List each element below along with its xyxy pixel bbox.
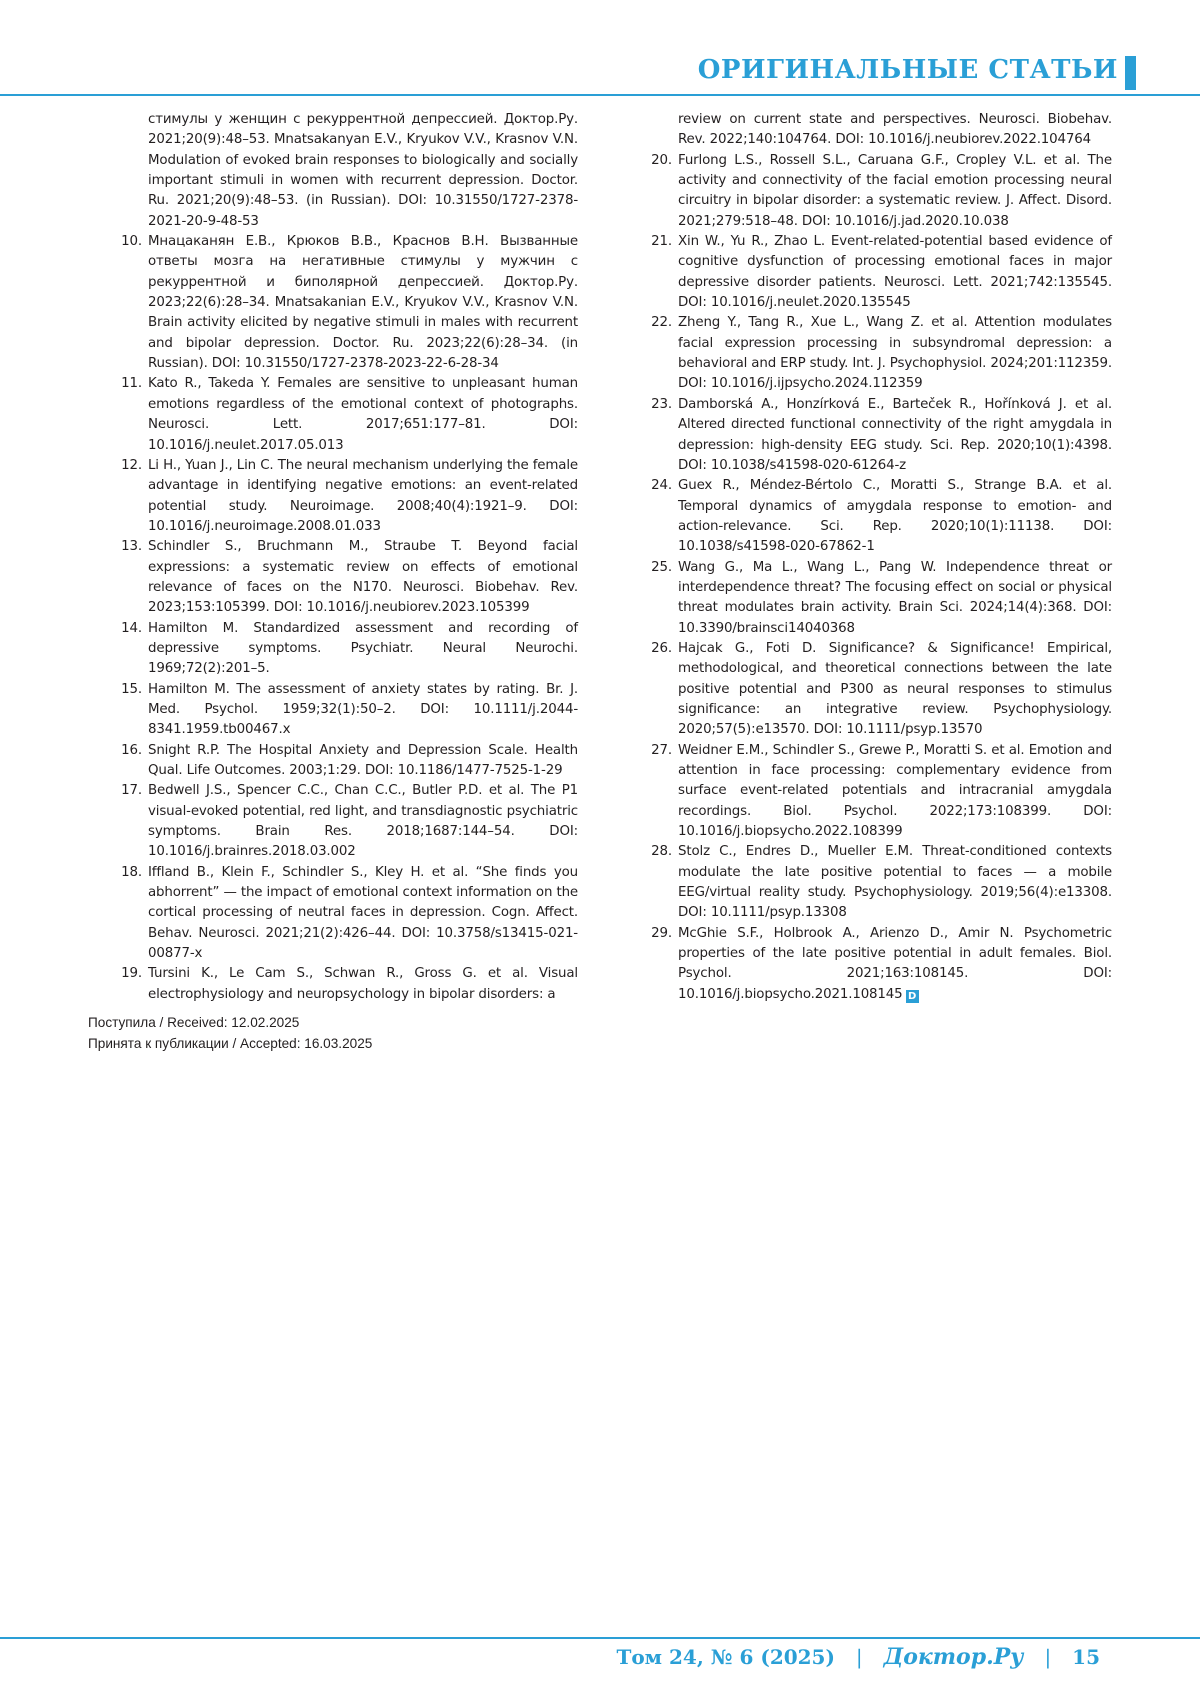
reference-item (638, 924, 1112, 1005)
reference-item (108, 232, 578, 374)
section-title: ОРИГИНАЛЬНЫЕ СТАТЬИ (698, 55, 1118, 85)
reference-number: 11. (108, 374, 142, 394)
reference-number: 27. (638, 741, 672, 761)
reference-text: Hamilton M. Standardized assessment and recording of depressive symptoms. Psychiatr. Neural Neurochi. 1969;72(2):201–5. (148, 621, 578, 677)
reference-item (108, 110, 578, 232)
received-date: Поступила / Received: 12.02.2025 (88, 1012, 372, 1033)
reference-text: Bedwell J.S., Spencer C.C., Chan C.C., Butler P.D. et al. The P1 visual-evoked potential, red light, and transdiagnostic psychiatric symptoms. Brain Res. 2018;1687:144–54. DOI: 10.1016/j.brainres.2018.03.002 (148, 783, 578, 859)
reference-item (638, 558, 1112, 639)
reference-text: Kato R., Takeda Y. Females are sensitive to unpleasant human emotions regardless of the emotional context of photographs. Neurosci. Lett. 2017;651:177–81. DOI: 10.1016/j.neulet.2017.05.013 (148, 376, 578, 452)
footer-separator: | (856, 1645, 863, 1669)
reference-number: 19. (108, 964, 142, 984)
reference-item (638, 110, 1112, 151)
reference-text: Schindler S., Bruchmann M., Straube T. Beyond facial expressions: a systematic review on effects of emotional relevance of faces on the N170. Neurosci. Biobehav. Rev. 2023;153:105399. DOI: 10.1016/j.neubiorev.2023.105399 (148, 539, 578, 615)
journal-volume: Том 24, № 6 (2025) (616, 1645, 835, 1669)
section-marker-bar (1125, 56, 1136, 90)
reference-number: 26. (638, 639, 672, 659)
reference-number: 16. (108, 741, 142, 761)
reference-item (108, 863, 578, 965)
reference-text: Stolz C., Endres D., Mueller E.M. Threat-conditioned contexts modulate the late positive potential to faces — a mobile EEG/virtual reality study. Psychophysiology. 2019;56(4):e13308. DOI: 10.1111/psyp.13308 (678, 844, 1112, 920)
reference-text: Damborská A., Honzírková E., Barteček R., Hořínková J. et al. Altered directed functional connectivity of the right amygdala in depression: high-density EEG study. Sci. Rep. 2020;10(1):4398. DOI: 10.1038/s41598-020-61264-z (678, 397, 1112, 473)
reference-text: Hamilton M. The assessment of anxiety states by rating. Br. J. Med. Psychol. 1959;32(1):50–2. DOI: 10.1111/j.2044-8341.1959.tb00467.x (148, 682, 578, 738)
footer-rule (0, 1637, 1200, 1639)
page-number: 15 (1072, 1645, 1100, 1669)
reference-text: Iffland B., Klein F., Schindler S., Kley H. et al. “She finds you abhorrent” — the impact of emotional context information on the cortical processing of neutral faces in depression. Cogn. Affect. Behav. Neurosci. 2021;21(2):426–44. DOI: 10.3758/s13415-021-00877-x (148, 865, 578, 961)
reference-text: Xin W., Yu R., Zhao L. Event-related-potential based evidence of cognitive dysfunction of processing emotional faces in major depressive disorder patients. Neurosci. Lett. 2021;742:135545. DOI: 10.1016/j.neulet.2020.135545 (678, 234, 1112, 310)
header-rule (0, 94, 1200, 96)
reference-text: Furlong L.S., Rossell S.L., Caruana G.F., Cropley V.L. et al. The activity and connectivity of the facial emotion processing neural circuitry in bipolar disorder: a systematic review. J. Affect. Disord. 2021;279:518–48. DOI: 10.1016/j.jad.2020.10.038 (678, 153, 1112, 229)
reference-item (108, 537, 578, 618)
reference-text: review on current state and perspectives. Neurosci. Biobehav. Rev. 2022;140:104764. DOI: 10.1016/j.neubiorev.2022.104764 (678, 112, 1112, 147)
reference-text: Weidner E.M., Schindler S., Grewe P., Moratti S. et al. Emotion and attention in face processing: complementary evidence from surface event-related potentials and intracranial amygdala recordings. Biol. Psychol. 2022;173:108399. DOI: 10.1016/j.biopsycho.2022.108399 (678, 743, 1112, 839)
reference-list-left (108, 110, 578, 1005)
reference-text: Zheng Y., Tang R., Xue L., Wang Z. et al. Attention modulates facial expression processing in subsyndromal depression: a behavioral and ERP study. Int. J. Psychophysiol. 2024;201:112359. DOI: 10.1016/j.ijpsycho.2024.112359 (678, 315, 1112, 391)
reference-number: 10. (108, 232, 142, 252)
reference-number: 20. (638, 151, 672, 171)
reference-number: 14. (108, 619, 142, 639)
reference-text: Tursini K., Le Cam S., Schwan R., Gross G. et al. Visual electrophysiology and neuropsychology in bipolar disorders: a (148, 966, 578, 1001)
reference-item (638, 639, 1112, 741)
reference-number: 17. (108, 781, 142, 801)
reference-item (108, 781, 578, 862)
article-dates (88, 1012, 372, 1054)
reference-item (108, 741, 578, 782)
reference-number: 24. (638, 476, 672, 496)
reference-item (108, 619, 578, 680)
reference-number: 28. (638, 842, 672, 862)
references-column-right (638, 110, 1112, 1005)
reference-list-right (638, 110, 1112, 1005)
reference-text: Мнацаканян Е.В., Крюков В.В., Краснов В.Н. Вызванные ответы мозга на негативные стимулы у мужчин с рекуррентной и биполярной депрессией. Доктор.Ру. 2023;22(6):28–34. Mnatsakanian E.V., Kryukov V.V., Krasnov V.N. Brain activity elicited by negative stimuli in males with recurrent and bipolar depression. Doctor. Ru. 2023;22(6):28–34. (in Russian). DOI: 10.31550/1727-2378-2023-22-6-28-34 (148, 234, 578, 371)
reference-number: 29. (638, 924, 672, 944)
footer-separator: | (1044, 1645, 1051, 1669)
reference-number: 22. (638, 313, 672, 333)
reference-item (108, 374, 578, 455)
reference-number: 18. (108, 863, 142, 883)
reference-item (638, 741, 1112, 843)
reference-item (108, 680, 578, 741)
accepted-date: Принята к публикации / Accepted: 16.03.2025 (88, 1033, 372, 1054)
reference-number: 21. (638, 232, 672, 252)
reference-number: 12. (108, 456, 142, 476)
reference-item (638, 395, 1112, 476)
reference-text: McGhie S.F., Holbrook A., Arienzo D., Amir N. Psychometric properties of the late positive potential in adult females. Biol. Psychol. 2021;163:108145. DOI: 10.1016/j.biopsycho.2021.108145 (678, 926, 1112, 1002)
reference-text: Snight R.P. The Hospital Anxiety and Depression Scale. Health Qual. Life Outcomes. 2003;1:29. DOI: 10.1186/1477-7525-1-29 (148, 743, 578, 778)
reference-item (638, 232, 1112, 313)
reference-item (108, 456, 578, 537)
reference-text: Wang G., Ma L., Wang L., Pang W. Independence threat or interdependence threat? The focusing effect on social or physical threat modulates brain activity. Brain Sci. 2024;14(4):368. DOI: 10.3390/brainsci14040368 (678, 560, 1112, 636)
reference-item (638, 842, 1112, 923)
reference-number: 23. (638, 395, 672, 415)
reference-item (638, 151, 1112, 232)
reference-number: 15. (108, 680, 142, 700)
reference-text: стимулы у женщин с рекуррентной депрессией. Доктор.Ру. 2021;20(9):48–53. Mnatsakanyan E.V., Kryukov V.V., Krasnov V.N. Modulation of evoked brain responses to biologically and socially important stimuli in women with recurrent depression. Doctor. Ru. 2021;20(9):48–53. (in Russian). DOI: 10.31550/1727-2378-2021-20-9-48-53 (148, 112, 578, 229)
end-of-article-icon: D (906, 990, 919, 1003)
reference-text: Guex R., Méndez-Bértolo C., Moratti S., Strange B.A. et al. Temporal dynamics of amygdala response to emotion- and action-relevance. Sci. Rep. 2020;10(1):11138. DOI: 10.1038/s41598-020-67862-1 (678, 478, 1112, 554)
journal-brand-logo: Доктор.Ру (884, 1644, 1024, 1670)
reference-item (638, 313, 1112, 394)
reference-text: Hajcak G., Foti D. Significance? & Significance! Empirical, methodological, and theoretical connections between the late positive potential and P300 as neural responses to stimulus significance: an integrative review. Psychophysiology. 2020;57(5):e13570. DOI: 10.1111/psyp.13570 (678, 641, 1112, 737)
reference-item (638, 476, 1112, 557)
reference-text: Li H., Yuan J., Lin C. The neural mechanism underlying the female advantage in identifying negative emotions: an event-related potential study. Neuroimage. 2008;40(4):1921–9. DOI: 10.1016/j.neuroimage.2008.01.033 (148, 458, 578, 534)
reference-number: 25. (638, 558, 672, 578)
references-column-left (108, 110, 578, 1005)
reference-item (108, 964, 578, 1005)
reference-number: 13. (108, 537, 142, 557)
page-footer (616, 1644, 1100, 1670)
